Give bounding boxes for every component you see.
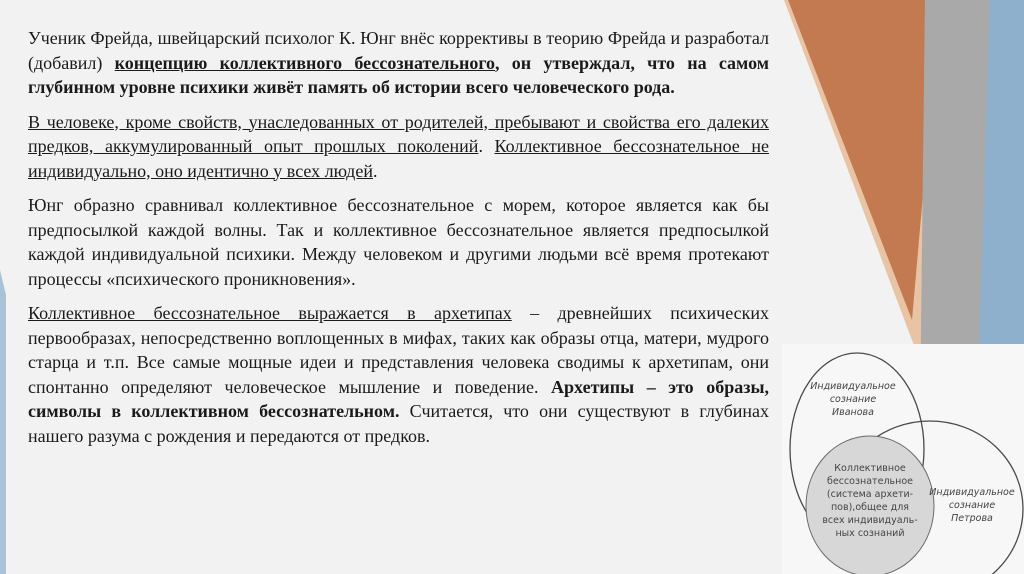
p4-rest: – древнейших психических первообразах, непосредственно воплощенных в мифах, таких как образы отца, матери, мудрого старца и т.п. Все самые мощные идеи и представления человека сводимы к архетипам, они спонтанно определяют человеческое мышление и поведение. [28, 303, 770, 397]
p4-bold: Архетипы – это образы, символы в коллективном бессознательном. [28, 376, 769, 421]
p4-end: Считается, что они существуют в глубинах нашего разума с рождения и передаются от предков. [28, 401, 769, 446]
p2-underlined: В человеке, кроме свойств, унаследованных от родителей, пребывают и свойства его далеких предков, аккумулированный опыт прошлых поколений [28, 111, 769, 156]
p1-statement: , он утверждал, что на самом глубинном уровне психики живёт память об истории всего человеческого рода. [28, 52, 769, 97]
venn-diagram [782, 344, 1024, 574]
p4-underlined: Коллективное бессознательное выражается в архетипах [28, 303, 512, 323]
label-collective: Коллективное бессознательное (система архети- пов),общее для всех индивидуаль- ных сознаний [822, 463, 918, 539]
p2-mid: . [478, 136, 495, 156]
p1-intro: Ученик Фрейда, швейцарский психолог К. Юнг внёс коррективы в теорию Фрейда и разработал (добавил) [28, 28, 769, 73]
paragraph-1 [28, 26, 769, 100]
p1-concept: концепцию коллективного бессознательного [114, 52, 496, 73]
label-ivanov: Индивидуальное сознание Иванова [810, 381, 896, 418]
p2-underlined-2: Коллективное бессознательное не индивидуально, оно идентично у всех людей [28, 136, 769, 181]
deco-blue-left-edge [0, 270, 6, 574]
label-petrov: Индивидуальное сознание Петрова [929, 487, 1015, 524]
paragraph-3: Юнг образно сравнивал коллективное бессознательное с морем, которое является как бы предпосылкой каждой волны. Так и коллективное бессознательное является предпосылкой каждой индивидуальной психики. Между человеком и другими людьми всё время протекают процессы «психического проникновения». [28, 195, 769, 289]
paragraph-4 [28, 301, 769, 448]
slide-text [28, 26, 769, 458]
paragraph-2 [28, 110, 769, 184]
p2-end: . [372, 160, 378, 181]
